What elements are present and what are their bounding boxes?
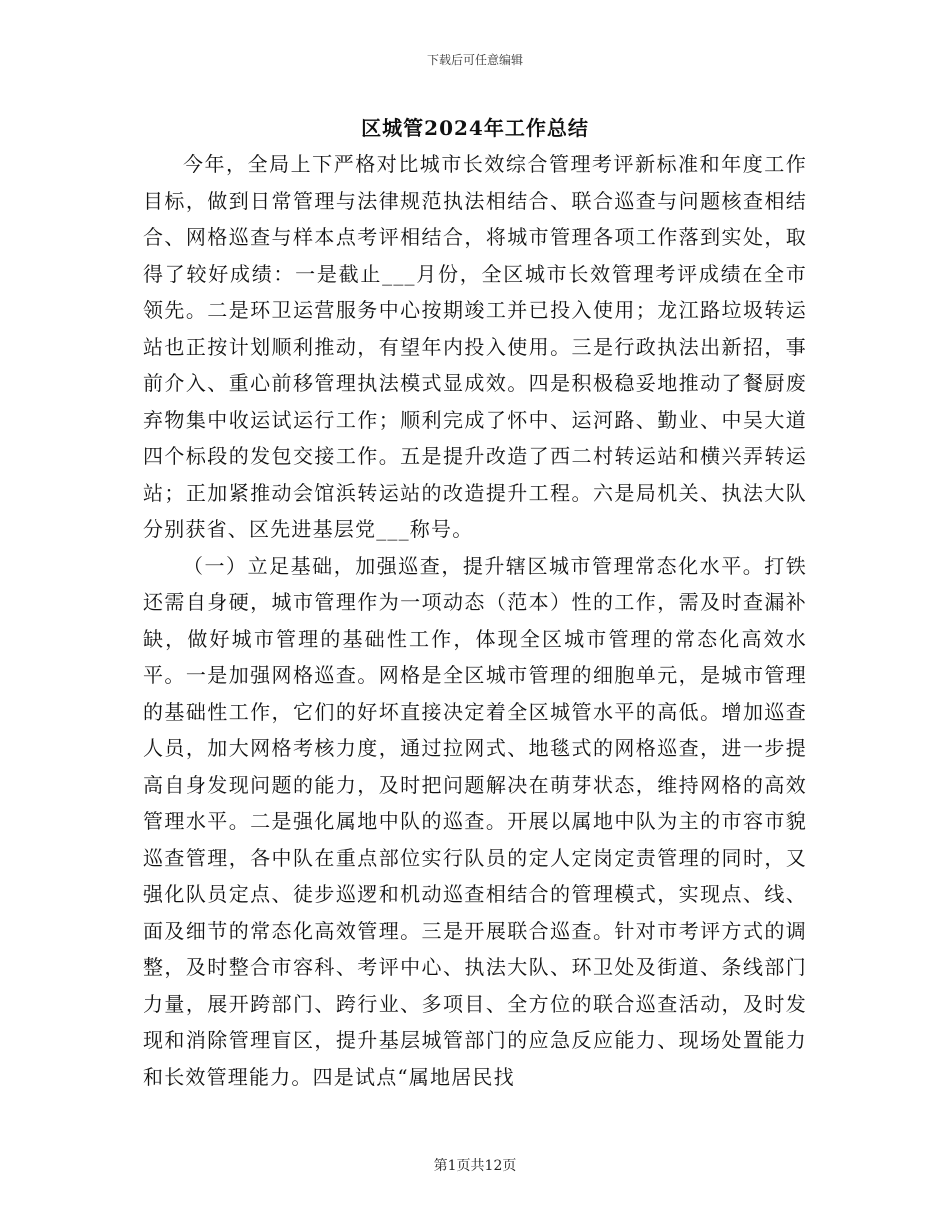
paragraph-section-one: （一）立足基础，加强巡查，提升辖区城市管理常态化水平。打铁还需自身硬，城市管理作为一项动态（范本）性的工作，需及时查漏补缺，做好城市管理的基础性工作，体现全区城市管理的常态化高效水平。一是加强网格巡查。网格是全区城市管理的细胞单元，是城市管理的基础性工作，它们的好坏直接决定着全区城管水平的高低。增加巡查人员，加大网格考核力度，通过拉网式、地毯式的网格巡查，进一步提高自身发现问题的能力，及时把问题解决在萌芽状态，维持网格的高效管理水平。二是强化属地中队的巡查。开展以属地中队为主的市容市貌巡查管理，各中队在重点部位实行队员的定人定岗定责管理的同时，又强化队员定点、徒步巡逻和机动巡查相结合的管理模式，实现点、线、面及细节的常态化高效管理。三是开展联合巡查。针对市考评方式的调整，及时整合市容科、考评中心、执法大队、环卫处及街道、条线部门力量，展开跨部门、跨行业、多项目、全方位的联合巡查活动，及时发现和消除管理盲区，提升基层城管部门的应急反应能力、现场处置能力和长效管理能力。四是试点“属地居民找 bbox=[143, 553, 807, 1089]
page-header-note: 下载后可任意编辑 bbox=[426, 53, 523, 67]
page-number: 第1页共12页 bbox=[433, 1158, 517, 1174]
paragraph-summary: 今年，全局上下严格对比城市长效综合管理考评新标准和年度工作目标，做到日常管理与法律规范执法相结合、联合巡查与问题核查相结合、网格巡查与样本点考评相结合，将城市管理各项工作落到实处，取得了较好成绩：一是截止___月份，全区城市长效管理考评成绩在全市领先。二是环卫运营服务中心按期竣工并已投入使用；龙江路垃圾转运站也正按计划顺利推动，有望年内投入使用。三是行政执法出新招，事前介入、重心前移管理执法模式显成效。四是积极稳妥地推动了餐厨废弃物集中收运试运行工作；顺利完成了怀中、运河路、勤业、中吴大道四个标段的发包交接工作。五是提升改造了西二村转运站和横兴弄转运站；正加紧推动会馆浜转运站的改造提升工程。六是局机关、执法大队分别获省、区先进基层党___称号。 bbox=[143, 152, 807, 541]
document-body bbox=[143, 146, 807, 1095]
document-title: 区城管2024年工作总结 bbox=[361, 116, 589, 140]
